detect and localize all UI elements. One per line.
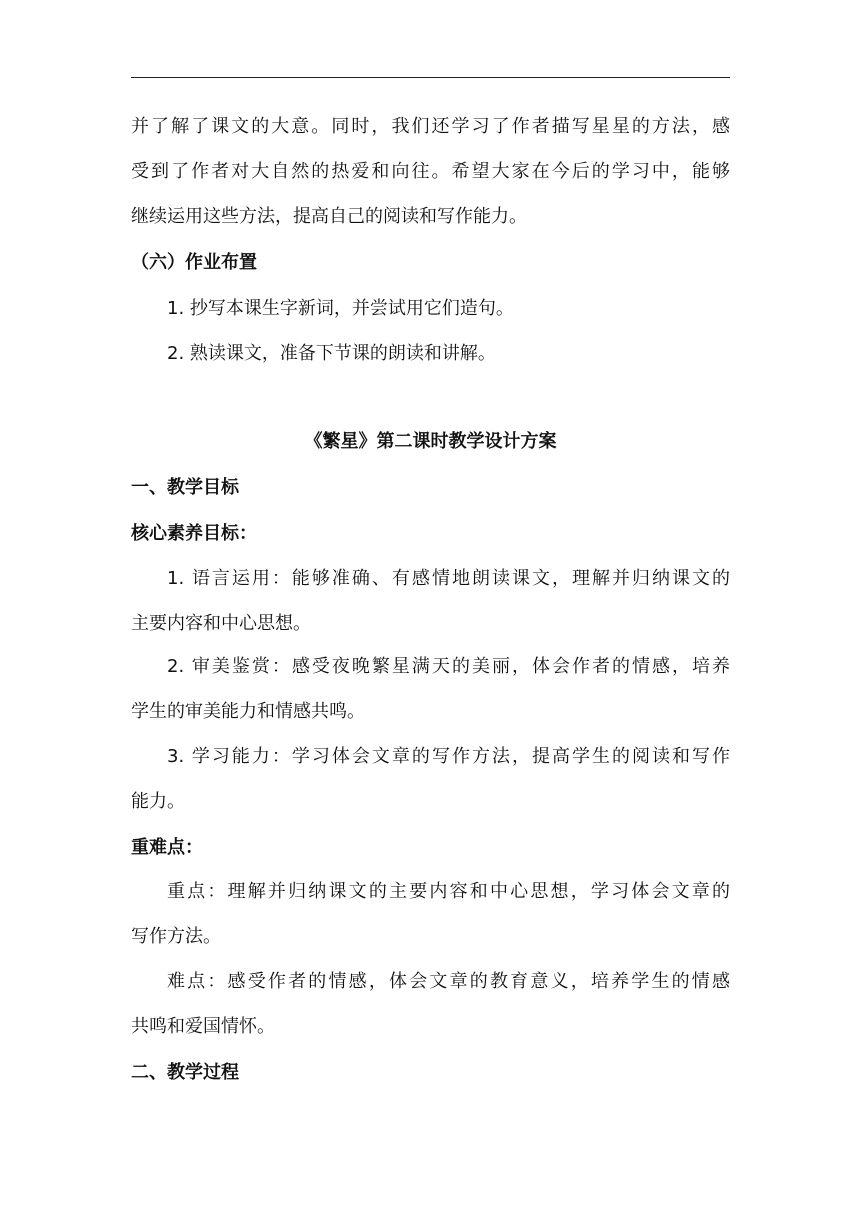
plan-title: 《繁星》第二课时教学设计方案: [304, 431, 557, 452]
goal-item-continued: 主要内容和中心思想。: [131, 613, 311, 634]
core-goals-heading: 核心素养目标：: [131, 523, 257, 544]
hard-point-continued: 共鸣和爱国情怀。: [131, 1016, 275, 1037]
paragraph-line: 并了解了课文的大意。同时，我们还学习了作者描写星星的方法，感: [131, 116, 730, 137]
key-point: 重点：理解并归纳课文的主要内容和中心思想，学习体会文章的: [167, 881, 730, 902]
goal-item-continued: 能力。: [131, 791, 185, 812]
homework-item: 1. 抄写本课生字新词，并尝试用它们造句。: [167, 298, 514, 319]
homework-heading: （六）作业布置: [131, 252, 257, 273]
section-heading: 一、教学目标: [131, 477, 239, 498]
paragraph-line: 受到了作者对大自然的热爱和向往。希望大家在今后的学习中，能够: [131, 161, 730, 182]
key-point-continued: 写作方法。: [131, 926, 221, 947]
section-heading: 二、教学过程: [131, 1062, 239, 1083]
paragraph-line: 继续运用这些方法，提高自己的阅读和写作能力。: [131, 206, 527, 227]
goal-item-continued: 学生的审美能力和情感共鸣。: [131, 701, 365, 722]
goal-item: 1. 语言运用：能够准确、有感情地朗读课文，理解并归纳课文的: [167, 568, 730, 589]
goal-item: 3. 学习能力：学习体会文章的写作方法，提高学生的阅读和写作: [167, 746, 730, 767]
difficulty-heading: 重难点：: [131, 837, 203, 858]
hard-point: 难点：感受作者的情感，体会文章的教育意义，培养学生的情感: [167, 971, 730, 992]
goal-item: 2. 审美鉴赏：感受夜晚繁星满天的美丽，体会作者的情感，培养: [167, 656, 730, 677]
header-rule: [131, 77, 730, 78]
homework-item: 2. 熟读课文，准备下节课的朗读和讲解。: [167, 343, 496, 364]
